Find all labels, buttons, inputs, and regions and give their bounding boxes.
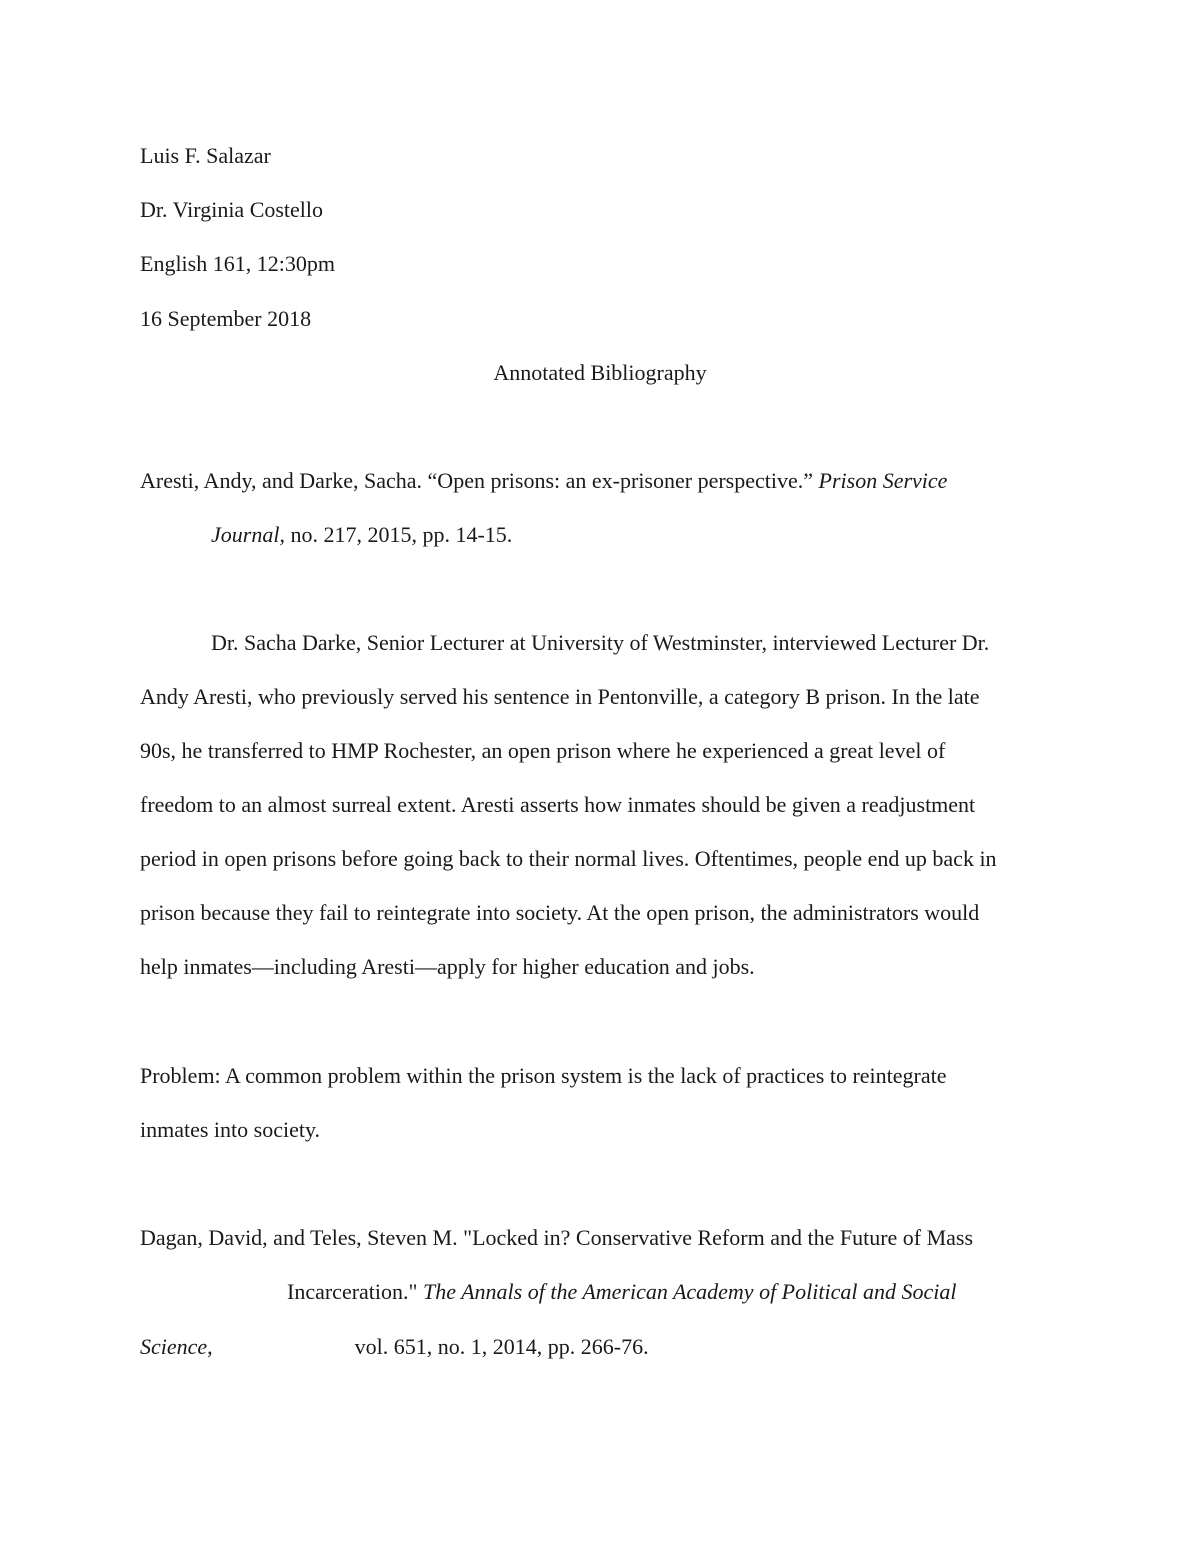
entry1-annotation-line: period in open prisons before going back to their normal lives. Oftentimes, people end up back in: [140, 846, 997, 871]
entry2-journal-title-part2: Science: [140, 1334, 208, 1359]
entry2-citation-line3: [140, 1334, 649, 1360]
entry1-annotation-line: Dr. Sacha Darke, Senior Lecturer at University of Westminster, interviewed Lecturer Dr.: [211, 630, 990, 655]
problem-statement-line: inmates into society.: [140, 1117, 321, 1142]
entry1-annotation-line: Andy Aresti, who previously served his sentence in Pentonville, a category B prison. In the late: [140, 684, 980, 709]
entry1-journal-title-part2: Journal: [211, 522, 280, 547]
entry2-citation-details: vol. 651, no. 1, 2014, pp. 266-76.: [354, 1334, 649, 1359]
entry1-journal-title-part1: Prison Service: [818, 468, 948, 493]
entry2-comma: ,: [207, 1334, 213, 1359]
entry2-citation-line1: Dagan, David, and Teles, Steven M. "Locked in? Conservative Reform and the Future of Mass: [140, 1225, 974, 1250]
document-date: 16 September 2018: [140, 306, 312, 331]
entry1-annotation-line: help inmates—including Aresti—apply for higher education and jobs.: [140, 954, 755, 979]
course-info: English 161, 12:30pm: [140, 251, 335, 276]
entry2-citation-line2: [287, 1279, 956, 1305]
document-title: Annotated Bibliography: [493, 360, 707, 385]
instructor-name: Dr. Virginia Costello: [140, 197, 324, 222]
entry1-citation-text: Aresti, Andy, and Darke, Sacha. “Open prisons: an ex-prisoner perspective.”: [140, 468, 819, 493]
author-name: Luis F. Salazar: [140, 143, 271, 168]
entry1-annotation-line: freedom to an almost surreal extent. Aresti asserts how inmates should be given a readjustment: [140, 792, 976, 817]
problem-statement-line: Problem: A common problem within the prison system is the lack of practices to reintegrate: [140, 1063, 947, 1088]
entry1-annotation-line: 90s, he transferred to HMP Rochester, an open prison where he experienced a great level of: [140, 738, 946, 763]
entry2-journal-title-part1: The Annals of the American Academy of Political and Social: [423, 1279, 957, 1304]
entry2-article-end: Incarceration.": [287, 1279, 424, 1304]
entry1-annotation-line: prison because they fail to reintegrate into society. At the open prison, the administrators would: [140, 900, 980, 925]
entry1-citation-line2: [211, 522, 512, 548]
entry1-citation-details: , no. 217, 2015, pp. 14-15.: [279, 522, 513, 547]
entry1-citation-line1: [140, 468, 947, 494]
